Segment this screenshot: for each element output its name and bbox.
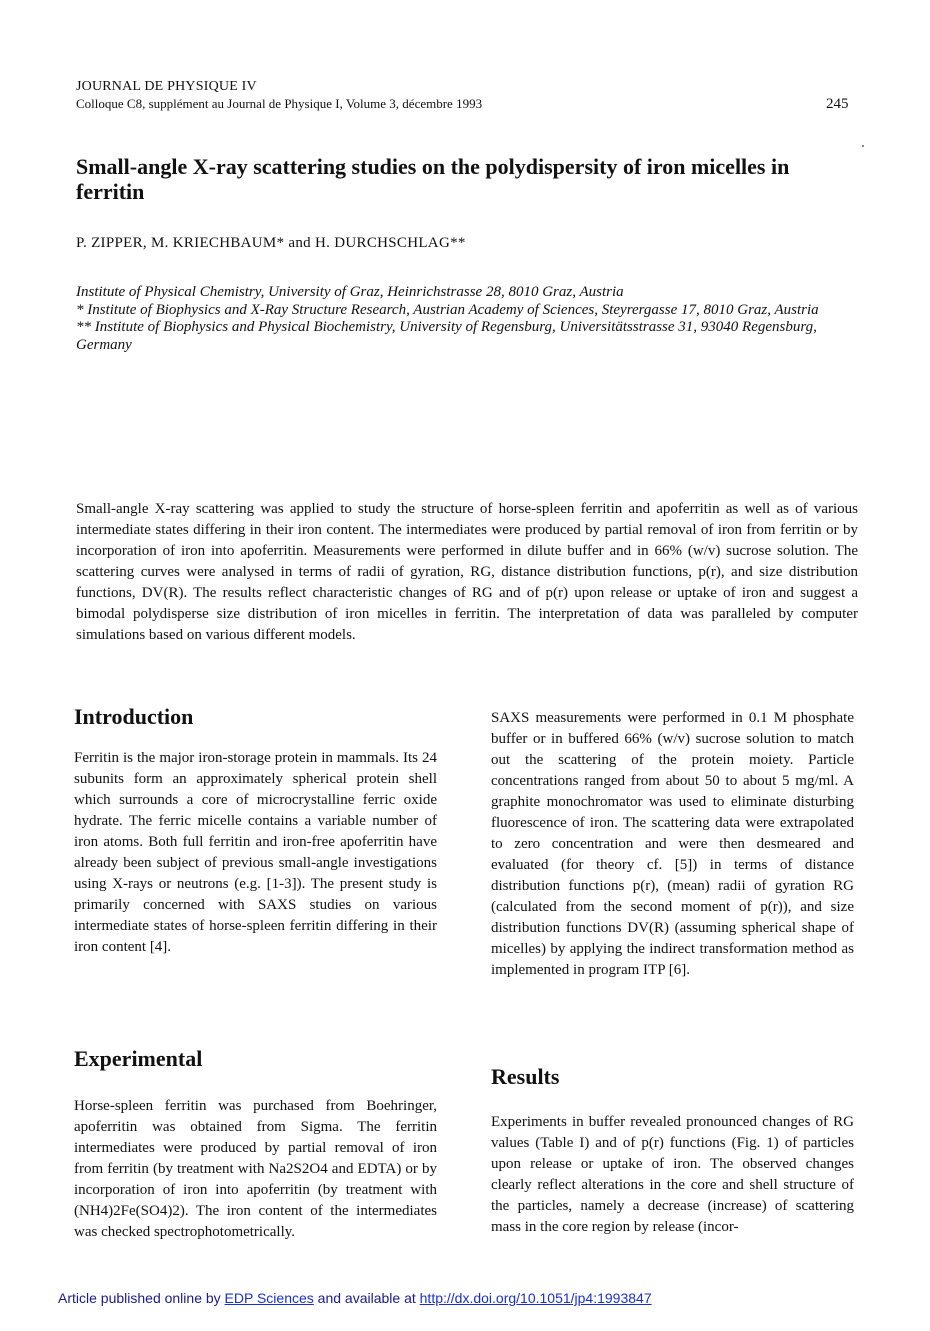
results-heading: Results xyxy=(491,1064,560,1089)
footer-prefix: Article published online by xyxy=(58,1290,221,1306)
doi-link[interactable]: http://dx.doi.org/10.1051/jp4:1993847 xyxy=(419,1290,652,1306)
author-list: P. ZIPPER, M. KRIECHBAUM* and H. DURCHSCHLAG** xyxy=(76,235,466,251)
introduction-text: Ferritin is the major iron-storage protein in mammals. Its 24 subunits form an approximately spherical protein shell which surrounds a core of microcrystalline ferric oxide hydrate. The ferric micelle contains a variable number of iron atoms. Both full ferritin and iron-free apoferritin have already been subject of previous small-angle investigations using X-rays or neutrons (e.g. [1-3]). The present study is primarily concerned with SAXS studies on various intermediate states of horse-spleen ferritin differing in their iron content [4]. xyxy=(74,750,437,955)
experimental-text: Horse-spleen ferritin was purchased from Boehringer, apoferritin was obtained from Sigma. The ferritin intermediates were produced by partial removal of iron from ferritin (by treatment with Na2S2O4 and EDTA) or by incorporation of iron into apoferritin (by treatment with (NH4)2Fe(SO4)2). The iron content of the intermediates was checked spectrophotometrically. xyxy=(74,1098,437,1240)
introduction-section xyxy=(74,704,437,958)
publisher-link[interactable]: EDP Sciences xyxy=(224,1290,314,1306)
experimental-heading: Experimental xyxy=(74,1046,203,1071)
results-text: Experiments in buffer revealed pronounced changes of RG values (Table I) and of p(r) functions (Fig. 1) of particles upon release or uptake of iron. The observed changes clearly reflect alterations in the core and shell structure of the particles, namely a decrease (increase) of scattering mass in the core region by release (incor- xyxy=(491,1114,854,1235)
affiliations xyxy=(76,284,856,354)
affiliation-graz: Institute of Physical Chemistry, University of Graz, Heinrichstrasse 28, 8010 Graz, Austria xyxy=(76,284,624,300)
introduction-heading: Introduction xyxy=(74,704,194,729)
affiliation-regensburg: ** Institute of Biophysics and Physical Biochemistry, University of Regensburg, Universitätsstrasse 31, 93040 Regensburg, Germany xyxy=(76,319,817,353)
scan-speck xyxy=(862,145,864,147)
footer-middle: and available at xyxy=(317,1290,416,1306)
results-section xyxy=(491,1064,854,1238)
experimental-continued xyxy=(491,708,854,981)
publication-footer xyxy=(58,1290,652,1306)
abstract: Small-angle X-ray scattering was applied to study the structure of horse-spleen ferritin and apoferritin as well as of various intermediate states differing in their iron content. The intermediates were produced by partial removal of iron from ferritin or by incorporation of iron into apoferritin. Measurements were performed in dilute buffer and in 66% (w/v) sucrose solution. The scattering curves were analysed in terms of radii of gyration, RG, distance distribution functions, p(r), and size distribution functions, DV(R). The results reflect characteristic changes of RG and of p(r) upon release or uptake of iron and suggest a bimodal polydisperse size distribution of iron micelles in ferritin. The interpretation of data was paralleled by computer simulations based on various different models. xyxy=(76,501,858,643)
page-number: 245 xyxy=(826,96,849,112)
journal-name: JOURNAL DE PHYSIQUE IV xyxy=(76,79,257,94)
experimental-continued-text: SAXS measurements were performed in 0.1 M phosphate buffer or in buffered 66% (w/v) sucrose solution to match out the scattering of the protein moiety. Particle concentrations ranged from about 50 to about 5 mg/ml. A graphite monochromator was used to eliminate disturbing fluorescence of iron. The scattering data were extrapolated to zero concentration and were then desmeared and evaluated (for theory cf. [5]) in terms of distance distribution functions p(r), (mean) radii of gyration RG (calculated from the second moment of p(r)), and size distribution functions DV(R) (assuming spherical shape of micelles) by applying the indirect transformation method as implemented in program ITP [6]. xyxy=(491,710,854,978)
affiliation-biophysics-graz: * Institute of Biophysics and X-Ray Structure Research, Austrian Academy of Sciences, Steyrergasse 17, 8010 Graz, Austria xyxy=(76,301,819,318)
journal-issue: Colloque C8, supplément au Journal de Physique I, Volume 3, décembre 1993 xyxy=(76,96,483,111)
experimental-section xyxy=(74,1046,437,1243)
paper-title: Small-angle X-ray scattering studies on the polydispersity of iron micelles in ferritin xyxy=(76,154,790,204)
